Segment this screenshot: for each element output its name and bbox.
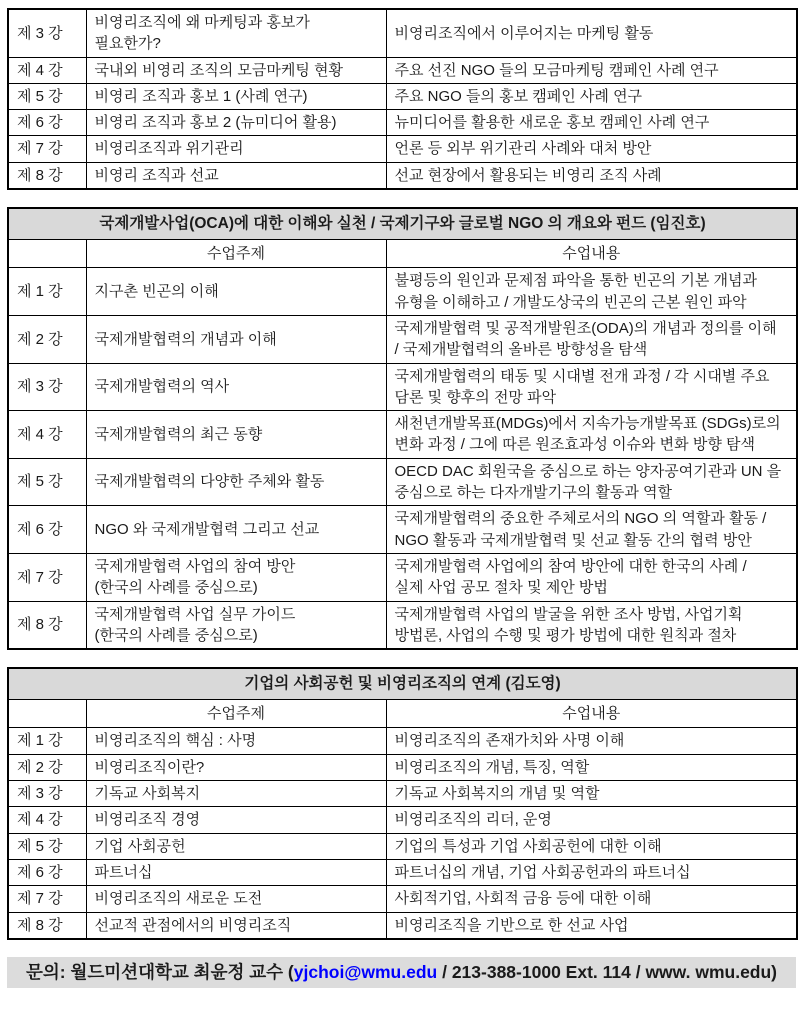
- cell-line: NGO 활동과 국제개발협력 및 선교 활동 간의 협력 방안: [394, 531, 752, 549]
- cell-line: 비영리조직의 리더, 운영: [394, 811, 552, 829]
- cell-line: 비영리조직 경영: [94, 811, 201, 829]
- table-row: [8, 601, 797, 649]
- table-title: 기업의 사회공헌 및 비영리조직의 연계 (김도영): [8, 668, 797, 700]
- table-row: [8, 268, 797, 316]
- cell-line: 선교적 관점에서의 비영리조직: [94, 916, 292, 934]
- contact-footer: [7, 957, 796, 989]
- table-row: [8, 553, 797, 601]
- table-row: [8, 83, 797, 109]
- lecture-content: [386, 363, 797, 411]
- cell-line: 비영리조직의 핵심 : 사명: [94, 732, 257, 750]
- lecture-topic: [86, 162, 386, 189]
- cell-line: 파트너십: [94, 863, 153, 881]
- cell-line: 방법론, 사업의 수행 및 평가 방법에 대한 원칙과 절차: [394, 626, 737, 644]
- lecture-content: [386, 553, 797, 601]
- cell-line: NGO 와 국제개발협력 그리고 선교: [94, 520, 320, 538]
- lecture-number: 제 4 강: [8, 411, 86, 459]
- lecture-topic: [86, 601, 386, 649]
- cell-line: 유형을 이해하고 / 개발도상국의 빈곤의 근본 원인 파악: [394, 293, 747, 311]
- lecture-number: 제 6 강: [8, 110, 86, 136]
- topic-column-header: 수업주제: [86, 240, 386, 268]
- cell-line: 담론 및 향후의 전망 파악: [394, 388, 557, 406]
- cell-line: / 국제개발협력의 올바른 방향성을 탐색: [394, 341, 648, 359]
- table-row: [8, 110, 797, 136]
- lecture-content: [386, 110, 797, 136]
- column-header-row: [8, 240, 797, 268]
- lecture-number: 제 3 강: [8, 363, 86, 411]
- cell-line: 국제개발협력의 중요한 주체로서의 NGO 의 역할과 활동 /: [394, 510, 767, 528]
- lecture-number: 제 2 강: [8, 754, 86, 780]
- lecture-number: 제 5 강: [8, 458, 86, 506]
- cell-line: 비영리조직의 새로운 도전: [94, 890, 263, 908]
- lecture-content: [386, 506, 797, 554]
- lecture-topic: [86, 754, 386, 780]
- lecture-topic: [86, 458, 386, 506]
- table-row: [8, 363, 797, 411]
- table-row: [8, 162, 797, 189]
- lecture-topic: [86, 553, 386, 601]
- contact-email-link[interactable]: yjchoi@wmu.edu: [293, 961, 438, 982]
- lecture-number: 제 3 강: [8, 9, 86, 57]
- lecture-topic: [86, 728, 386, 754]
- cell-line: 새천년개발목표(MDGs)에서 지속가능개발목표 (SDGs)로의: [394, 415, 781, 433]
- cell-line: 기독교 사회복지: [94, 785, 201, 803]
- cell-line: 주요 선진 NGO 들의 모금마케팅 캠페인 사례 연구: [394, 61, 719, 79]
- cell-line: 비영리조직에 왜 마케팅과 홍보가: [94, 14, 310, 31]
- lecture-topic: [86, 859, 386, 885]
- cell-line: 기독교 사회복지의 개념 및 역할: [394, 785, 600, 803]
- lecture-number: 제 8 강: [8, 912, 86, 939]
- cell-line: 비영리 조직과 홍보 1 (사례 연구): [94, 87, 308, 105]
- table-title-row: [8, 208, 797, 240]
- lecture-topic: [86, 912, 386, 939]
- table-row: [8, 9, 797, 57]
- cell-line: 국제개발협력의 최근 동향: [94, 425, 263, 443]
- cell-line: 국내외 비영리 조직의 모금마케팅 현황: [94, 61, 344, 79]
- lecture-topic: [86, 136, 386, 162]
- lecture-number: 제 7 강: [8, 136, 86, 162]
- lecture-number: 제 4 강: [8, 57, 86, 83]
- table-row: [8, 807, 797, 833]
- lecture-number: 제 1 강: [8, 268, 86, 316]
- lecture-topic: [86, 506, 386, 554]
- lecture-number: 제 7 강: [8, 553, 86, 601]
- table-row: [8, 458, 797, 506]
- lecture-topic: [86, 9, 386, 57]
- lecture-topic: [86, 110, 386, 136]
- cell-line: 필요한가?: [94, 35, 161, 53]
- lecture-topic: [86, 781, 386, 807]
- content-column-header: 수업내용: [386, 240, 797, 268]
- lecture-number: 제 8 강: [8, 162, 86, 189]
- table-title-row: [8, 668, 797, 700]
- empty-header-cell: [8, 240, 86, 268]
- cell-line: 선교 현장에서 활용되는 비영리 조직 사례: [394, 166, 662, 184]
- column-header-row: [8, 700, 797, 728]
- cell-line: 사회적기업, 사회적 금융 등에 대한 이해: [394, 890, 652, 908]
- cell-line: 뉴미디어를 활용한 새로운 홍보 캠페인 사례 연구: [394, 114, 710, 132]
- lecture-topic: [86, 83, 386, 109]
- cell-line: 국제개발협력 사업 실무 가이드: [94, 605, 296, 623]
- table-row: [8, 886, 797, 912]
- cell-line: 지구촌 빈곤의 이해: [94, 283, 219, 301]
- lecture-topic: [86, 363, 386, 411]
- cell-line: 언론 등 외부 위기관리 사례와 대처 방안: [394, 140, 652, 158]
- lecture-topic: [86, 833, 386, 859]
- cell-line: 비영리조직을 기반으로 한 선교 사업: [394, 916, 629, 934]
- lecture-topic: [86, 807, 386, 833]
- lecture-content: [386, 136, 797, 162]
- lecture-content: [386, 886, 797, 912]
- cell-line: 국제개발협력의 태동 및 시대별 전개 과정 / 각 시대별 주요: [394, 367, 770, 385]
- lecture-content: [386, 268, 797, 316]
- cell-line: 실제 사업 공모 절차 및 제안 방법: [394, 579, 608, 597]
- table-row: [8, 506, 797, 554]
- corporate-csr-table: [7, 667, 798, 940]
- nonprofit-marketing-table: [7, 8, 798, 190]
- table-row: [8, 859, 797, 885]
- cell-line: 중심으로 하는 다자개발기구의 활동과 역할: [394, 484, 672, 502]
- table-row: [8, 754, 797, 780]
- lecture-content: [386, 807, 797, 833]
- lecture-number: 제 5 강: [8, 83, 86, 109]
- lecture-topic: [86, 268, 386, 316]
- lecture-content: [386, 754, 797, 780]
- content-column-header: 수업내용: [386, 700, 797, 728]
- cell-line: 비영리조직에서 이루어지는 마케팅 활동: [394, 24, 654, 42]
- lecture-number: 제 4 강: [8, 807, 86, 833]
- table-title: 국제개발사업(OCA)에 대한 이해와 실천 / 국제기구와 글로벌 NGO 의 개요와 펀드 (임진호): [8, 208, 797, 240]
- lecture-number: 제 8 강: [8, 601, 86, 649]
- cell-line: 국제개발협력 사업의 발굴을 위한 조사 방법, 사업기획: [394, 605, 743, 623]
- empty-header-cell: [8, 700, 86, 728]
- lecture-content: [386, 781, 797, 807]
- cell-line: 변화 과정 / 그에 따른 원조효과성 이슈와 변화 방향 탐색: [394, 436, 755, 454]
- cell-line: 기업의 특성과 기업 사회공헌에 대한 이해: [394, 837, 662, 855]
- lecture-topic: [86, 57, 386, 83]
- lecture-number: 제 6 강: [8, 506, 86, 554]
- cell-line: 비영리 조직과 홍보 2 (뉴미디어 활용): [94, 114, 337, 132]
- cell-line: 국제개발협력 사업의 참여 방안: [94, 557, 296, 575]
- cell-line: 비영리조직의 개념, 특징, 역할: [394, 758, 590, 776]
- lecture-content: [386, 57, 797, 83]
- cell-line: 불평등의 원인과 문제점 파악을 통한 빈곤의 기본 개념과: [394, 272, 757, 290]
- lecture-content: [386, 833, 797, 859]
- topic-column-header: 수업주제: [86, 700, 386, 728]
- cell-line: 기업 사회공헌: [94, 837, 186, 855]
- cell-line: (한국의 사례를 중심으로): [94, 579, 258, 597]
- lecture-number: 제 7 강: [8, 886, 86, 912]
- lecture-content: [386, 83, 797, 109]
- cell-line: 국제개발협력의 개념과 이해: [94, 330, 277, 348]
- cell-line: 국제개발협력 사업에의 참여 방안에 대한 한국의 사례 /: [394, 557, 747, 575]
- lecture-number: 제 6 강: [8, 859, 86, 885]
- cell-line: 비영리조직이란?: [94, 758, 205, 776]
- lecture-number: 제 5 강: [8, 833, 86, 859]
- lecture-content: [386, 458, 797, 506]
- lecture-content: [386, 601, 797, 649]
- lecture-number: 제 3 강: [8, 781, 86, 807]
- cell-line: (한국의 사례를 중심으로): [94, 626, 258, 644]
- table-row: [8, 315, 797, 363]
- lecture-topic: [86, 411, 386, 459]
- table-row: [8, 136, 797, 162]
- cell-line: 주요 NGO 들의 홍보 캠페인 사례 연구: [394, 87, 643, 105]
- cell-line: 비영리조직과 위기관리: [94, 140, 244, 158]
- international-development-table: [7, 207, 798, 650]
- cell-line: 국제개발협력의 역사: [94, 378, 230, 396]
- lecture-number: 제 1 강: [8, 728, 86, 754]
- lecture-content: [386, 315, 797, 363]
- lecture-content: [386, 859, 797, 885]
- table-row: [8, 912, 797, 939]
- lecture-content: [386, 728, 797, 754]
- contact-prefix: 문의: 월드미션대학교 최윤정 교수 (: [25, 961, 294, 982]
- cell-line: 비영리 조직과 선교: [94, 166, 219, 184]
- lecture-content: [386, 411, 797, 459]
- contact-suffix: / 213-388-1000 Ext. 114 / www. wmu.edu): [437, 961, 778, 982]
- table-row: [8, 57, 797, 83]
- table-row: [8, 781, 797, 807]
- table-row: [8, 728, 797, 754]
- lecture-content: [386, 9, 797, 57]
- lecture-content: [386, 162, 797, 189]
- lecture-topic: [86, 315, 386, 363]
- cell-line: 파트너십의 개념, 기업 사회공헌과의 파트너십: [394, 863, 691, 881]
- cell-line: OECD DAC 회원국을 중심으로 하는 양자공여기관과 UN 을: [394, 462, 782, 480]
- cell-line: 국제개발협력 및 공적개발원조(ODA)의 개념과 정의를 이해: [394, 319, 777, 337]
- table-row: [8, 833, 797, 859]
- table-row: [8, 411, 797, 459]
- lecture-content: [386, 912, 797, 939]
- lecture-topic: [86, 886, 386, 912]
- cell-line: 비영리조직의 존재가치와 사명 이해: [394, 732, 625, 750]
- lecture-number: 제 2 강: [8, 315, 86, 363]
- cell-line: 국제개발협력의 다양한 주체와 활동: [94, 473, 325, 491]
